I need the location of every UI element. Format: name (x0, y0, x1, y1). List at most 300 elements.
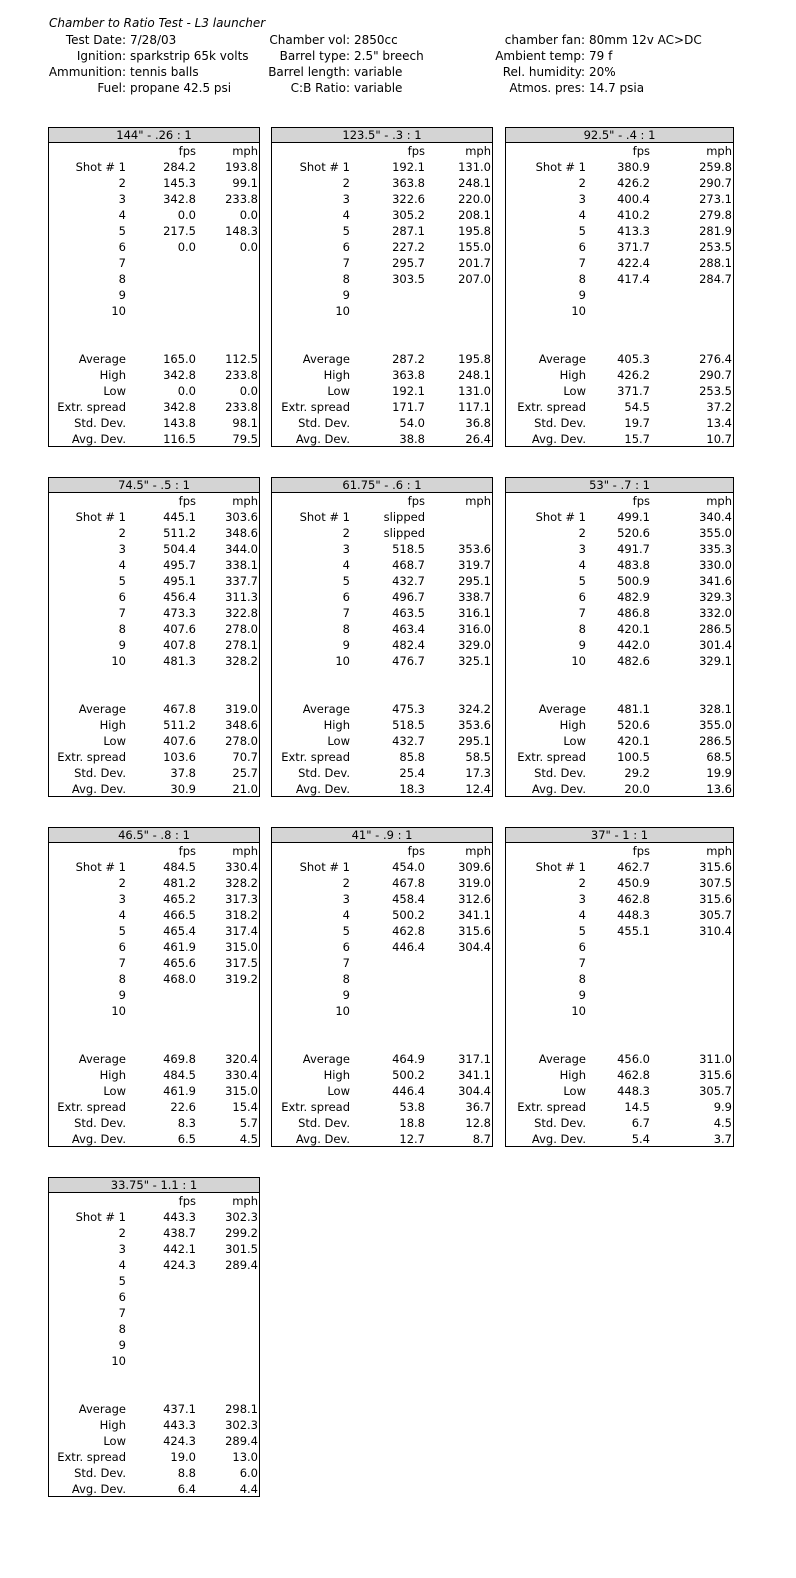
shot-label: 2 (118, 176, 126, 190)
shot-mph: 315.6 (699, 892, 732, 906)
stat-mph: 286.5 (699, 734, 732, 748)
shot-row (49, 557, 259, 573)
shot-row (506, 939, 733, 955)
stat-row (49, 749, 259, 765)
shot-label: 4 (578, 208, 586, 222)
info-value: sparkstrip 65k volts (130, 49, 249, 63)
shot-fps (586, 987, 650, 1003)
shot-fps: 520.6 (617, 526, 650, 540)
column-header-fps: fps (178, 494, 196, 508)
stat-label: Low (103, 1434, 126, 1448)
stat-mph: 21.0 (232, 782, 258, 796)
shot-row (49, 859, 259, 875)
shot-label: Shot # 1 (75, 510, 126, 524)
shot-label: 10 (335, 304, 350, 318)
stat-mph: 0.0 (239, 384, 258, 398)
shot-row (272, 955, 492, 971)
shot-label: 5 (342, 574, 350, 588)
shot-label: 7 (342, 256, 350, 270)
shot-mph (196, 1305, 259, 1321)
results-table (48, 1177, 260, 1497)
stat-fps: 475.3 (392, 702, 425, 716)
stat-row (506, 1099, 733, 1115)
shot-fps: 0.0 (177, 240, 196, 254)
shot-row (49, 891, 259, 907)
stat-fps: 467.8 (163, 702, 196, 716)
column-header-mph: mph (465, 494, 491, 508)
stat-row (49, 351, 259, 367)
stat-row (506, 701, 733, 717)
shot-mph: 248.1 (458, 176, 491, 190)
stat-mph: 355.0 (699, 718, 732, 732)
column-header-row (272, 493, 492, 509)
shot-fps (126, 303, 196, 319)
stat-label: Extr. spread (281, 1100, 350, 1114)
stat-row (272, 1051, 492, 1067)
column-header-fps: fps (178, 144, 196, 158)
shot-label: 3 (578, 542, 586, 556)
stat-label: Std. Dev. (298, 766, 350, 780)
shot-mph: 259.8 (699, 160, 732, 174)
shot-mph (196, 303, 259, 319)
stat-mph: 117.1 (458, 400, 491, 414)
shot-label: 6 (578, 590, 586, 604)
table-title: 46.5" - .8 : 1 (49, 828, 259, 843)
shot-row (49, 1241, 259, 1257)
shot-mph: 315.6 (458, 924, 491, 938)
shot-mph: 330.4 (225, 860, 258, 874)
info-value: 80mm 12v AC>DC (589, 33, 702, 47)
column-header-blank (49, 1193, 126, 1209)
shot-row (49, 1273, 259, 1289)
shot-label: 10 (111, 654, 126, 668)
shot-mph: 338.1 (225, 558, 258, 572)
shot-label: 10 (111, 304, 126, 318)
shot-row (49, 875, 259, 891)
results-table (271, 477, 493, 797)
stat-row (49, 1433, 259, 1449)
spacer (272, 669, 492, 701)
shot-fps (126, 287, 196, 303)
shot-label: 9 (578, 638, 586, 652)
shot-row (49, 573, 259, 589)
shot-mph: 329.0 (458, 638, 491, 652)
shot-mph (196, 1289, 259, 1305)
table-title: 33.75" - 1.1 : 1 (49, 1178, 259, 1193)
shot-row (506, 907, 733, 923)
shot-row (272, 271, 492, 287)
shot-fps (350, 955, 425, 971)
shot-fps: 455.1 (617, 924, 650, 938)
stat-label: Avg. Dev. (295, 432, 350, 446)
stat-mph: 353.6 (458, 718, 491, 732)
shot-mph: 338.7 (458, 590, 491, 604)
stat-label: Extr. spread (517, 750, 586, 764)
shot-fps: 495.1 (163, 574, 196, 588)
spacer (506, 669, 733, 701)
shot-label: 6 (118, 1290, 126, 1304)
column-header-blank (49, 493, 126, 509)
shot-row (506, 653, 733, 669)
shot-row (49, 1305, 259, 1321)
shot-mph: 253.5 (699, 240, 732, 254)
info-label: C:B Ratio: (290, 81, 350, 95)
stat-label: Std. Dev. (534, 1116, 586, 1130)
stat-row (272, 351, 492, 367)
stat-row (272, 415, 492, 431)
stat-mph: 70.7 (232, 750, 258, 764)
stat-label: Extr. spread (57, 750, 126, 764)
shot-label: 10 (335, 654, 350, 668)
table-title: 41" - .9 : 1 (272, 828, 492, 843)
test-info-column-3 (470, 32, 702, 96)
shot-fps: 456.4 (163, 590, 196, 604)
stat-fps: 363.8 (392, 368, 425, 382)
shot-row (272, 891, 492, 907)
stat-fps: 511.2 (163, 718, 196, 732)
stat-label: Average (302, 1052, 350, 1066)
shot-mph (425, 525, 492, 541)
shot-mph: 329.3 (699, 590, 732, 604)
shot-row (272, 541, 492, 557)
column-header-row (506, 843, 733, 859)
shot-row (49, 605, 259, 621)
stat-fps: 469.8 (163, 1052, 196, 1066)
shot-fps: 442.0 (617, 638, 650, 652)
shot-fps: 491.7 (617, 542, 650, 556)
stat-fps: 18.8 (399, 1116, 425, 1130)
shot-label: 5 (118, 574, 126, 588)
shot-row (272, 923, 492, 939)
stat-mph: 12.4 (465, 782, 491, 796)
shot-label: 5 (342, 924, 350, 938)
shot-row (49, 1003, 259, 1019)
shot-fps: 486.8 (617, 606, 650, 620)
stat-row (49, 1465, 259, 1481)
shot-fps: 481.2 (163, 876, 196, 890)
shot-row (272, 239, 492, 255)
shot-fps (126, 255, 196, 271)
shot-label: 10 (571, 654, 586, 668)
stat-mph: 5.7 (239, 1116, 258, 1130)
shot-row (49, 509, 259, 525)
stat-label: Avg. Dev. (295, 782, 350, 796)
stat-label: Low (103, 734, 126, 748)
shot-fps: 145.3 (163, 176, 196, 190)
stat-mph: 13.0 (232, 1450, 258, 1464)
shot-fps: 482.6 (617, 654, 650, 668)
column-header-fps: fps (407, 144, 425, 158)
stat-row (49, 431, 259, 447)
shot-mph (425, 955, 492, 971)
stat-row (272, 1083, 492, 1099)
shot-label: 5 (118, 924, 126, 938)
column-header-mph: mph (465, 144, 491, 158)
shot-label: 3 (342, 892, 350, 906)
shot-label: Shot # 1 (75, 160, 126, 174)
stat-row (49, 1115, 259, 1131)
shot-fps: 499.1 (617, 510, 650, 524)
shot-label: 6 (578, 940, 586, 954)
stat-fps: 0.0 (177, 384, 196, 398)
shot-mph: 329.1 (699, 654, 732, 668)
stat-label: Std. Dev. (74, 766, 126, 780)
shot-row (49, 223, 259, 239)
shot-label: 8 (578, 622, 586, 636)
stat-row (506, 1131, 733, 1147)
shot-mph: 328.2 (225, 654, 258, 668)
stat-fps: 6.5 (177, 1132, 196, 1146)
stat-fps: 446.4 (392, 1084, 425, 1098)
stat-label: Low (563, 1084, 586, 1098)
shot-fps: 496.7 (392, 590, 425, 604)
shot-label: 2 (342, 876, 350, 890)
shot-fps: 482.4 (392, 638, 425, 652)
shot-row (272, 557, 492, 573)
column-header-mph: mph (706, 494, 732, 508)
stat-label: Extr. spread (281, 750, 350, 764)
info-value: 14.7 psia (589, 81, 645, 95)
shot-mph (196, 1337, 259, 1353)
shot-label: 5 (118, 1274, 126, 1288)
shot-label: 6 (578, 240, 586, 254)
shot-label: 8 (578, 272, 586, 286)
shot-label: Shot # 1 (75, 860, 126, 874)
column-header-row (49, 143, 259, 159)
shot-row (272, 653, 492, 669)
stat-mph: 311.0 (699, 1052, 732, 1066)
stat-mph: 4.5 (239, 1132, 258, 1146)
shot-mph: 316.0 (458, 622, 491, 636)
shot-mph: 309.6 (458, 860, 491, 874)
shot-label: 3 (342, 542, 350, 556)
shot-label: 8 (578, 972, 586, 986)
stat-mph: 348.6 (225, 718, 258, 732)
shot-row (49, 287, 259, 303)
shot-mph: 233.8 (225, 192, 258, 206)
stat-mph: 302.3 (225, 1418, 258, 1432)
column-header-mph: mph (232, 144, 258, 158)
shot-label: 3 (578, 192, 586, 206)
shot-label: 4 (578, 908, 586, 922)
stat-fps: 6.7 (631, 1116, 650, 1130)
stat-row (272, 1067, 492, 1083)
shot-row (506, 239, 733, 255)
shot-fps: 295.7 (392, 256, 425, 270)
shot-row (272, 175, 492, 191)
stat-label: Average (78, 1052, 126, 1066)
stat-mph: 10.7 (706, 432, 732, 446)
shot-label: 3 (118, 192, 126, 206)
shot-label: 6 (118, 240, 126, 254)
test-info-column-1 (20, 32, 249, 96)
shot-mph (650, 987, 733, 1003)
shot-row (49, 159, 259, 175)
info-label: Chamber vol: (269, 33, 350, 47)
shot-fps (586, 955, 650, 971)
shot-row (49, 1225, 259, 1241)
shot-row (506, 955, 733, 971)
stat-row (272, 765, 492, 781)
shot-fps: 465.6 (163, 956, 196, 970)
stat-row (506, 415, 733, 431)
column-header-row (272, 843, 492, 859)
stat-fps: 143.8 (163, 416, 196, 430)
info-row (470, 80, 702, 96)
shot-fps (126, 1273, 196, 1289)
column-header-blank (272, 843, 350, 859)
shot-row (506, 557, 733, 573)
column-header-fps: fps (632, 494, 650, 508)
shot-fps: 420.1 (617, 622, 650, 636)
shot-label: 9 (342, 288, 350, 302)
stat-row (49, 781, 259, 797)
stat-label: Extr. spread (517, 400, 586, 414)
shot-mph: 207.0 (458, 272, 491, 286)
info-label: Ignition: (76, 49, 126, 63)
info-row (20, 80, 249, 96)
shot-fps: 495.7 (163, 558, 196, 572)
shot-row (506, 971, 733, 987)
shot-label: 3 (118, 1242, 126, 1256)
shot-mph: 328.2 (225, 876, 258, 890)
column-header-mph: mph (465, 844, 491, 858)
shot-label: 5 (578, 574, 586, 588)
spacer (49, 669, 259, 701)
stat-mph: 15.4 (232, 1100, 258, 1114)
shot-fps: 227.2 (392, 240, 425, 254)
results-table (505, 827, 734, 1147)
stat-fps: 520.6 (617, 718, 650, 732)
shot-label: Shot # 1 (535, 160, 586, 174)
shot-row (506, 589, 733, 605)
shot-fps (586, 939, 650, 955)
shot-label: 4 (118, 558, 126, 572)
stat-mph: 4.5 (713, 1116, 732, 1130)
spacer (49, 1019, 259, 1051)
spacer (272, 1019, 492, 1051)
stat-row (506, 765, 733, 781)
stat-mph: 19.9 (706, 766, 732, 780)
shot-fps: 380.9 (617, 160, 650, 174)
stat-row (272, 383, 492, 399)
shot-mph: 317.4 (225, 924, 258, 938)
column-header-blank (506, 493, 586, 509)
stat-mph: 304.4 (458, 1084, 491, 1098)
stat-label: Avg. Dev. (71, 782, 126, 796)
stat-row (506, 367, 733, 383)
shot-mph: 299.2 (225, 1226, 258, 1240)
shot-fps: slipped (383, 510, 425, 524)
shot-mph: 290.7 (699, 176, 732, 190)
shot-row (506, 875, 733, 891)
stat-label: Low (103, 1084, 126, 1098)
shot-label: 4 (118, 1258, 126, 1272)
stat-fps: 464.9 (392, 1052, 425, 1066)
shot-label: 4 (342, 208, 350, 222)
shot-mph (425, 971, 492, 987)
shot-row (49, 637, 259, 653)
shot-row (272, 859, 492, 875)
spacer (506, 319, 733, 351)
shot-label: Shot # 1 (75, 1210, 126, 1224)
shot-fps: 465.2 (163, 892, 196, 906)
stat-fps: 500.2 (392, 1068, 425, 1082)
shot-row (506, 573, 733, 589)
shot-row (506, 159, 733, 175)
stat-label: High (559, 368, 586, 382)
shot-label: 7 (578, 256, 586, 270)
stat-mph: 9.9 (713, 1100, 732, 1114)
shot-row (49, 653, 259, 669)
info-value: tennis balls (130, 65, 199, 79)
info-label: chamber fan: (504, 33, 585, 47)
shot-row (506, 923, 733, 939)
stat-fps: 18.3 (399, 782, 425, 796)
stat-row (506, 749, 733, 765)
stat-fps: 461.9 (163, 1084, 196, 1098)
shot-row (506, 191, 733, 207)
shot-mph (650, 287, 733, 303)
shot-label: 6 (118, 940, 126, 954)
stat-row (49, 733, 259, 749)
info-value: 20% (589, 65, 616, 79)
stat-row (272, 749, 492, 765)
shot-fps: 463.5 (392, 606, 425, 620)
shot-row (506, 1003, 733, 1019)
stat-mph: 328.1 (699, 702, 732, 716)
stat-mph: 36.8 (465, 416, 491, 430)
shot-row (49, 923, 259, 939)
stat-fps: 20.0 (624, 782, 650, 796)
shot-fps: 407.8 (163, 638, 196, 652)
stat-fps: 116.5 (163, 432, 196, 446)
info-label: Barrel type: (279, 49, 350, 63)
table-title: 123.5" - .3 : 1 (272, 128, 492, 143)
shot-fps: 342.8 (163, 192, 196, 206)
shot-mph: 319.0 (458, 876, 491, 890)
shot-row (272, 159, 492, 175)
shot-row (272, 621, 492, 637)
shot-fps: 468.7 (392, 558, 425, 572)
shot-label: 9 (118, 288, 126, 302)
stat-fps: 405.3 (617, 352, 650, 366)
stat-label: Average (538, 702, 586, 716)
spacer (49, 1369, 259, 1401)
stat-fps: 103.6 (163, 750, 196, 764)
shot-mph: 220.0 (458, 192, 491, 206)
stat-mph: 290.7 (699, 368, 732, 382)
stat-fps: 462.8 (617, 1068, 650, 1082)
stat-mph: 13.6 (706, 782, 732, 796)
shot-fps: 322.6 (392, 192, 425, 206)
column-header-blank (506, 843, 586, 859)
shot-fps (350, 1003, 425, 1019)
shot-fps: 473.3 (163, 606, 196, 620)
shot-fps: 305.2 (392, 208, 425, 222)
shot-fps: 466.5 (163, 908, 196, 922)
shot-mph (650, 955, 733, 971)
shot-row (272, 509, 492, 525)
stat-label: High (99, 718, 126, 732)
shot-mph: 301.5 (225, 1242, 258, 1256)
spacer (272, 319, 492, 351)
stat-fps: 407.6 (163, 734, 196, 748)
stat-fps: 481.1 (617, 702, 650, 716)
shot-label: 2 (342, 526, 350, 540)
column-header-fps: fps (178, 1194, 196, 1208)
shot-row (272, 255, 492, 271)
